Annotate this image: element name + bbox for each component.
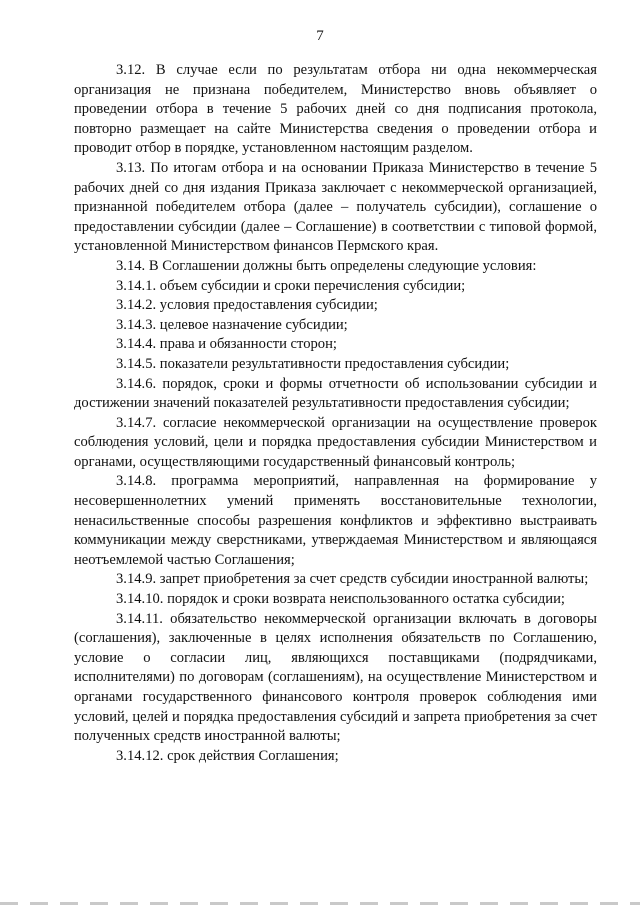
paragraph-3-14-5: 3.14.5. показатели результативности предоставления субсидии;: [116, 355, 510, 372]
paragraph-3-12: 3.12. В случае если по результатам отбора ни одна некоммерческая организация не признана победителем, Министерство вновь объявляет о проведении отбора в течение 5 рабочих дней со дня подписания протокола, повторно размещает на сайте Министерства сведения о проведении отбора и проводит отбор в порядке, установленном настоящим разделом.: [74, 62, 597, 157]
paragraph-3-14-9: 3.14.9. запрет приобретения за счет средств субсидии иностранной валюты;: [116, 571, 589, 588]
paragraph-3-14-3: 3.14.3. целевое назначение субсидии;: [116, 316, 348, 333]
document-body: [74, 61, 597, 766]
paragraph-3-13: 3.13. По итогам отбора и на основании Приказа Министерство в течение 5 рабочих дней со дня издания Приказа заключает с некоммерческой организацией, признанной победителем отбора (далее – получатель субсидии), соглашение о предоставлении субсидии (далее – Соглашение) в соответствии с типовой формой, установленной Министерством финансов Пермского края.: [74, 159, 597, 255]
paragraph-3-14-1: 3.14.1. объем субсидии и сроки перечисления субсидии;: [116, 277, 466, 294]
page-number: 7: [316, 28, 324, 44]
paragraph-3-14-10: 3.14.10. порядок и сроки возврата неиспользованного остатка субсидии;: [116, 591, 565, 608]
paragraph-3-14-6: 3.14.6. порядок, сроки и формы отчетности об использовании субсидии и достижении значений показателей результативности предоставления субсидии;: [74, 375, 597, 412]
paragraph-3-14-2: 3.14.2. условия предоставления субсидии;: [116, 297, 378, 314]
paragraph-3-14-4: 3.14.4. права и обязанности сторон;: [116, 336, 337, 353]
paragraph-3-14-12: 3.14.12. срок действия Соглашения;: [116, 747, 339, 764]
paragraph-3-14-7: 3.14.7. согласие некоммерческой организации на осуществление проверок соблюдения условий, цели и порядка предоставления субсидии Министерством и органами, осуществляющими государственный финансовый контроль;: [74, 414, 597, 470]
paragraph-3-14: 3.14. В Соглашении должны быть определены следующие условия:: [116, 257, 537, 274]
paragraph-3-14-11: 3.14.11. обязательство некоммерческой организации включать в договоры (соглашения), заключенные в целях исполнения обязательств по Соглашению, условие о согласии лиц, являющихся поставщиками (подрядчиками, исполнителями) по договорам (соглашениям), на осуществление Министерством и органами государственного финансового контроля проверок соблюдения ими условий, целей и порядка предоставления субсидий и запрета приобретения за счет полученных средств иностранной валюты;: [74, 610, 597, 745]
paragraph-3-14-8: 3.14.8. программа мероприятий, направленная на формирование у несовершеннолетних умений применять восстановительные технологии, ненасильственные способы разрешения конфликтов и эффективно выстраивать коммуникации между сверстниками, утверждаемая Министерством и являющаяся неотъемлемой частью Соглашения;: [74, 473, 597, 568]
